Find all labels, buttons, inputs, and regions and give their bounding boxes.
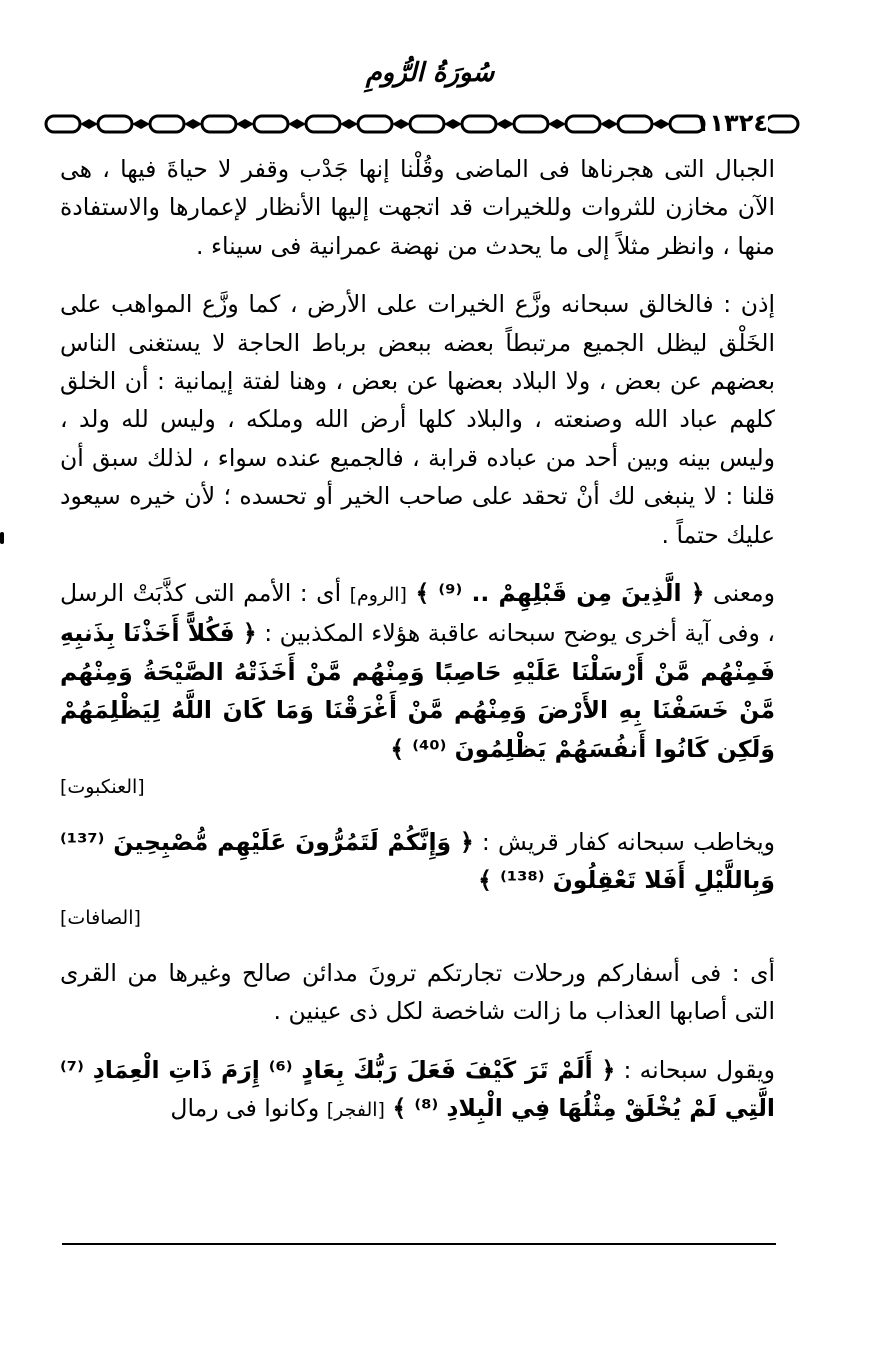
surah-title: سُورَةُ الرُّومِ — [365, 58, 495, 88]
verse-rum-9: ﴿ الَّذِينَ مِن قَبْلِهِمْ .. ⁽⁹⁾ ﴾ — [415, 579, 705, 608]
paragraph-4 — [60, 823, 775, 938]
verse-fajr-6-8: ﴿ أَلَمْ تَرَ كَيْفَ فَعَلَ رَبُّكَ بِعَادٍ ⁽⁶⁾ إِرَمَ ذَاتِ الْعِمَادِ ⁽⁷⁾ الَّتِي لَمْ يُخْلَقْ مِثْلُهَا فِي الْبِلادِ ⁽⁸⁾ ﴾ — [60, 1055, 775, 1122]
paragraph-2: إذن : فالخالق سبحانه وزَّع الخيرات على الأرض ، كما وزَّع المواهب على الخَلْق ليظل الجميع مرتبطاً بعضه ببعض برباط الحاجة لا يستغنى الناس بعضهم عن بعض ، ولا البلاد بعضها عن بعض ، وهنا لفتة إيمانية : أن الخلق كلهم عباد الله وصنعته ، والبلاد كلها أرض الله وملكه ، وليس لله ولد ، وليس بينه وبين أحد من عباده قرابة ، فالجميع عنده سواء ، لذلك سبق أن قلنا : لا ينبغى لك أنْ تحقد على صاحب الخير أو تحسده ؛ لأن خيره سيعود عليك حتماً . — [60, 290, 775, 549]
paragraph-1: الجبال التى هجرناها فى الماضى وقُلْنا إنها جَدْب وقفر لا حياةَ فيها ، هى الآن مخازن للثروات وللخيرات قد اتجهت إليها الأنظار لإعمارها والاستفادة منها ، وانظر مثلاً إلى ما يحدث من نهضة عمرانية فى سيناء . — [60, 155, 775, 260]
reference-rum: [الروم] — [349, 584, 407, 607]
paragraph-6-text: وكانوا فى رمال — [170, 1093, 320, 1122]
paragraph-5: أى : فى أسفاركم ورحلات تجارتكم ترونَ مدائن صالح وغيرها من القرى التى أصابها العذاب ما زالت شاخصة لكل ذى عينين . — [60, 958, 775, 1026]
margin-mark — [0, 532, 4, 544]
source-line-saffat — [60, 899, 775, 937]
paragraph-6 — [60, 1051, 775, 1130]
paragraph-6-lead: ويقول سبحانه : — [623, 1055, 775, 1084]
paragraph-4-lead: ويخاطب سبحانه كفار قريش : — [481, 827, 775, 856]
page-body — [60, 150, 775, 1149]
verse-ankabut-40: ﴿ فَكُلاًّ أَخَذْنَا بِذَنبِهِ فَمِنْهُم مَّنْ أَرْسَلْنَا عَلَيْهِ حَاصِبًا وَمِنْهُم مَّنْ أَخَذَتْهُ الصَّيْحَةُ وَمِنْهُم مَّنْ خَسَفْنَا بِهِ الأَرْضَ وَمِنْهُم مَّنْ أَغْرَقْنَا وَمَا كَانَ اللَّهُ لِيَظْلِمَهُمْ وَلَكِن كَانُوا أَنفُسَهُمْ يَظْلِمُونَ ⁽⁴⁰⁾ ﴾ — [60, 619, 775, 763]
paragraph-3-text: أى : الأمم التى كذَّبَتْ الرسل ، وفى آية أخرى يوضح سبحانه عاقبة هؤلاء المكذبين : — [60, 579, 775, 648]
ornamental-border — [42, 108, 802, 140]
paragraph-3-lead: ومعنى — [713, 579, 775, 608]
reference-saffat: [الصافات] — [60, 907, 141, 930]
reference-fajr: [الفجر] — [326, 1098, 385, 1121]
reference-ankabut: [العنكبوت] — [60, 776, 145, 799]
paragraph-3 — [60, 574, 775, 806]
page-number: ١١٣٢٤ — [694, 109, 768, 137]
verse-saffat-137-138: ﴿ وَإِنَّكُمْ لَتَمُرُّونَ عَلَيْهِم مُّصْبِحِينَ ⁽¹³⁷⁾ وَبِاللَّيْلِ أَفَلا تَعْقِلُونَ ⁽¹³⁸⁾ ﴾ — [60, 827, 775, 894]
footer-rule — [62, 1243, 776, 1245]
source-line-ankabut — [60, 768, 775, 806]
